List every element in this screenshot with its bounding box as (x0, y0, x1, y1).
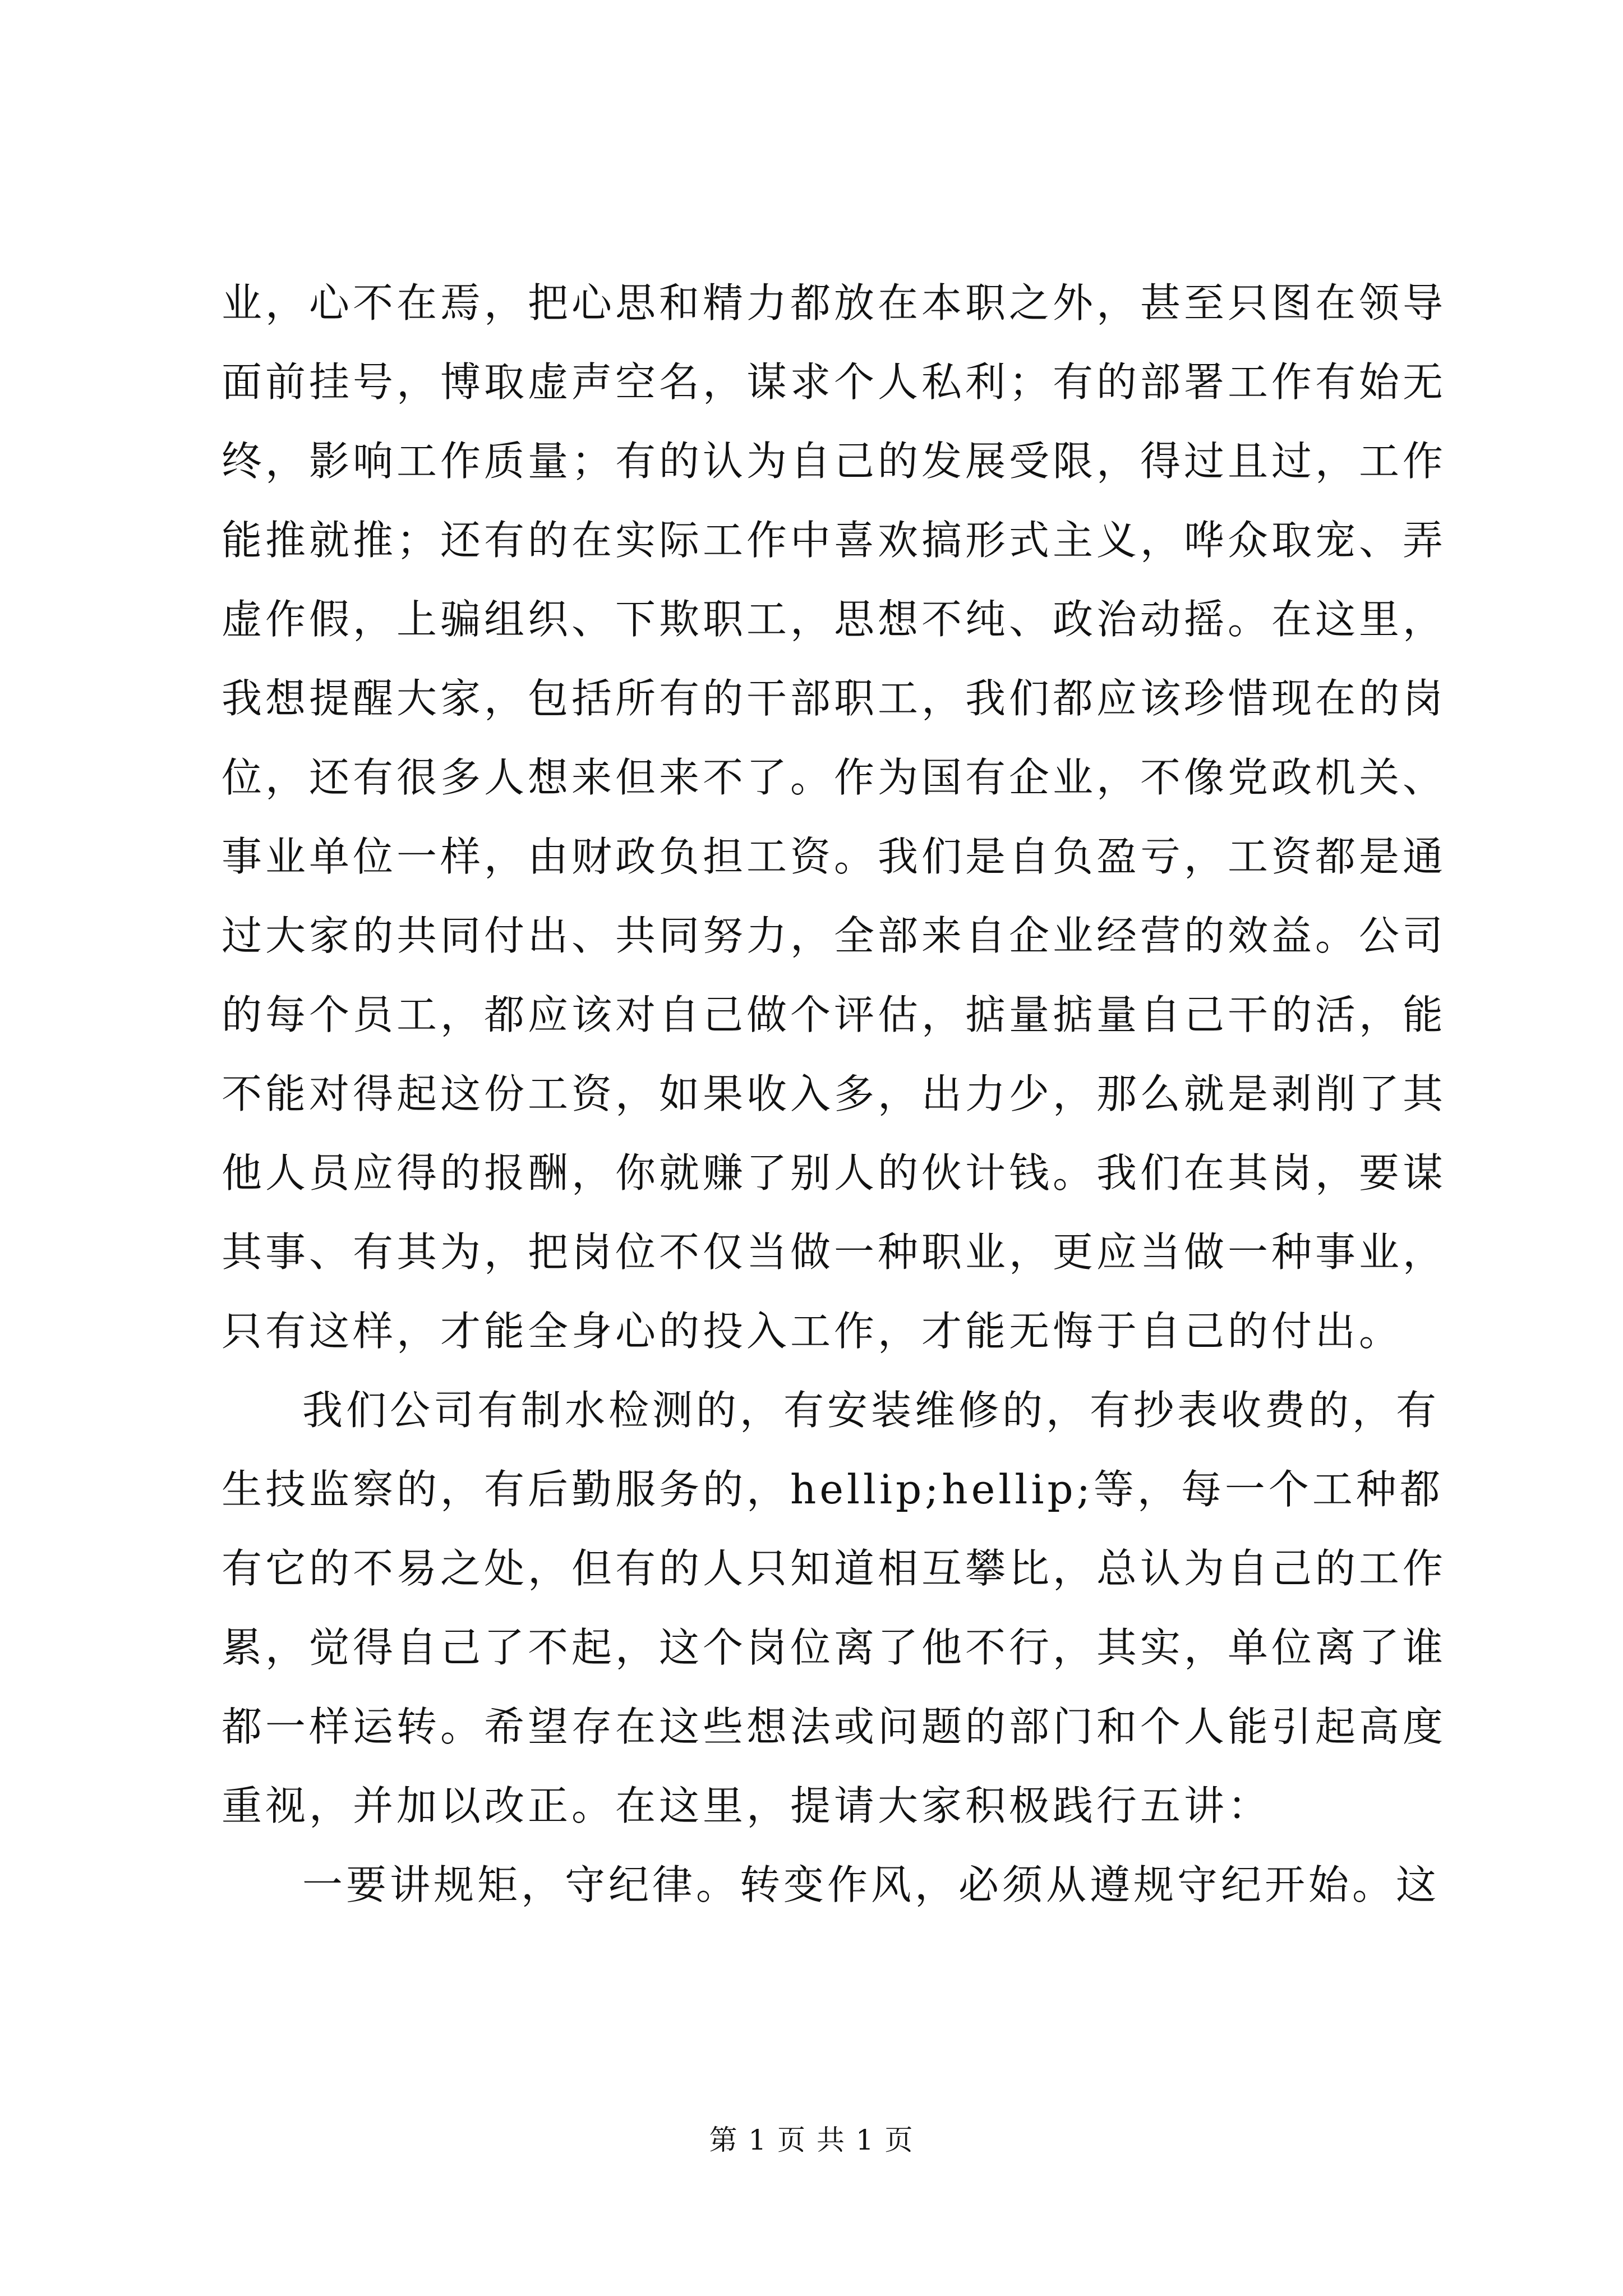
text-line: 有它的不易之处，但有的人只知道相互攀比，总认为自己的工作 (222, 1545, 1447, 1592)
text-line: 不能对得起这份工资，如果收入多，出力少，那么就是剥削了其 (222, 1070, 1447, 1117)
page-number-footer: 第 1 页 共 1 页 (709, 2124, 914, 2156)
text-line: 位，还有很多人想来但来不了。作为国有企业，不像党政机关、 (222, 754, 1447, 801)
text-line: 我想提醒大家，包括所有的干部职工，我们都应该珍惜现在的岗 (222, 675, 1447, 722)
text-line: 只有这样，才能全身心的投入工作，才能无悔于自己的付出。 (222, 1308, 1403, 1355)
text-line: 事业单位一样，由财政负担工资。我们是自负盈亏，工资都是通 (222, 833, 1447, 880)
text-line: 终，影响工作质量；有的认为自己的发展受限，得过且过，工作 (222, 438, 1447, 485)
text-line: 都一样运转。希望存在这些想法或问题的部门和个人能引起高度 (222, 1703, 1447, 1750)
text-line: 累，觉得自己了不起，这个岗位离了他不行，其实，单位离了谁 (222, 1624, 1447, 1671)
body-text (222, 264, 1447, 1925)
paragraph-3 (222, 1846, 1440, 1925)
text-line: 虚作假，上骗组织、下欺职工，思想不纯、政治动摇。在这里， (222, 596, 1447, 643)
paragraph-2 (222, 1371, 1447, 1846)
text-line: 业，心不在焉，把心思和精力都放在本职之外，甚至只图在领导 (222, 279, 1447, 326)
text-line: 过大家的共同付出、共同努力，全部来自企业经营的效益。公司 (222, 912, 1447, 959)
text-line: 能推就推；还有的在实际工作中喜欢搞形式主义，哗众取宠、弄 (222, 517, 1447, 564)
text-line: 的每个员工，都应该对自己做个评估，掂量掂量自己干的活，能 (222, 991, 1447, 1038)
text-line: 我们公司有制水检测的，有安装维修的，有抄表收费的，有 (302, 1387, 1440, 1434)
text-line: 其事、有其为，把岗位不仅当做一种职业，更应当做一种事业， (222, 1228, 1447, 1276)
text-line: 重视，并加以改正。在这里，提请大家积极践行五讲： (222, 1782, 1272, 1829)
text-line: 面前挂号，博取虚声空名，谋求个人私利；有的部署工作有始无 (222, 358, 1447, 406)
text-line: 他人员应得的报酬，你就赚了别人的伙计钱。我们在其岗，要谋 (222, 1149, 1447, 1197)
paragraph-1 (222, 264, 1447, 1371)
text-line: 一要讲规矩，守纪律。转变作风，必须从遵规守纪开始。这 (302, 1861, 1440, 1908)
text-line: 生技监察的，有后勤服务的，hellip;hellip;等，每一个工种都 (222, 1466, 1444, 1513)
